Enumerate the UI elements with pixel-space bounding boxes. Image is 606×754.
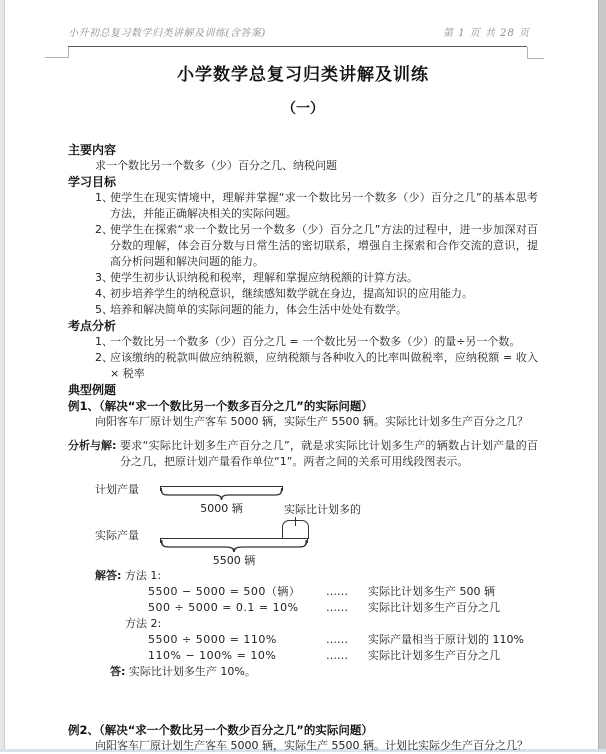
solution-row (68, 648, 538, 664)
example1-heading: 例1、（解决“求一个数比另一个数多百分之几”的实际问题） (68, 399, 373, 413)
item-number: 1、 (95, 335, 113, 348)
list-item (68, 334, 538, 350)
planned-value: 5000 辆 (200, 502, 243, 515)
item-number: 2、 (95, 223, 113, 236)
equation: 5500 ÷ 5000 = 110% (148, 633, 277, 646)
equation-note: 实际比计划多生产百分之几 (368, 649, 500, 662)
example1-analysis (68, 438, 538, 470)
item-number: 4、 (95, 287, 113, 300)
document-subtitle: （一） (282, 101, 324, 117)
item-text: 一个数比另一个数多（少）百分之几 = 一个数比另一个数多（少）的量÷另一个数。 (110, 335, 521, 348)
list-item (68, 270, 538, 286)
list-item (68, 190, 538, 222)
list-item (68, 302, 538, 318)
equation-note: 实际比计划多生产百分之几 (368, 601, 500, 614)
diagram-row1-label: 计划产量 (95, 483, 139, 496)
item-text: 培养和解决简单的实际问题的能力，体会生活中处处有数学。 (110, 303, 407, 316)
example2-heading: 例2、（解决“求一个数比另一个数少百分之几”的实际问题） (68, 723, 373, 737)
item-text: 应该缴纳的税款叫做应纳税额，应纳税额与各种收入的比率叫做税率，应纳税额 = 收入 × 税率 (110, 351, 538, 380)
answer-line (110, 664, 538, 680)
section-heading-analysis: 考点分析 (68, 319, 117, 333)
brace-under-planned (160, 488, 283, 501)
ellipsis-dots: …… (326, 585, 348, 598)
item-text: 使学生在现实情境中，理解并掌握“求一个数比另一个数多（少）百分之几”的基本思考方法，并能正确解决相关的实际问题。 (110, 191, 538, 220)
solution-label: 解答: (95, 569, 122, 582)
solution-row (68, 600, 538, 616)
solution-row (68, 632, 538, 648)
goals-list (68, 190, 538, 318)
solution-row (68, 584, 538, 600)
solution-header (95, 568, 538, 584)
method1-label: 方法 1: (124, 569, 162, 582)
item-text: 使学生初步认识纳税和税率，理解和掌握应纳税额的计算方法。 (110, 271, 418, 284)
list-item (68, 222, 538, 270)
equation: 110% − 100% = 10% (148, 649, 277, 662)
line-segment-diagram (68, 478, 538, 568)
main-content-text: 求一个数比另一个数多（少）百分之几、纳税问题 (95, 159, 337, 172)
item-number: 2、 (95, 351, 113, 364)
item-number: 3、 (95, 271, 113, 284)
document-body (68, 56, 538, 754)
diagram-row2-label: 实际产量 (95, 529, 139, 542)
ellipsis-dots: …… (326, 601, 348, 614)
item-text: 使学生在探索“求一个数比另一个数多（少）百分之几”方法的过程中，进一步加深对百分数的理解，体会百分数与日常生活的密切联系，增强自主探索和合作交流的意识，提高分析问题和解决问题的能力。 (110, 223, 538, 268)
window-right-edge (598, 0, 606, 752)
diagram-annotation: 实际比计划多的 (284, 503, 361, 516)
header-rule (68, 46, 527, 47)
actual-value: 5500 辆 (212, 554, 256, 567)
method2-label: 方法 2: (125, 617, 162, 630)
item-text: 初步培养学生的纳税意识，继续感知数学就在身边，提高知识的应用能力。 (110, 287, 473, 300)
example1-problem: 向阳客车厂原计划生产客车 5000 辆，实际生产 5500 辆。实际比计划多生产百分之几？ (95, 415, 528, 428)
analysis-list (68, 334, 538, 382)
section-heading-goals: 学习目标 (68, 175, 117, 189)
page-header-title: 小升初总复习数学归类讲解及训练(含答案) (68, 28, 266, 39)
analysis-text: 要求“实际比计划多生产百分之几”，就是求实际比计划多生产的辆数占计划产量的百分之几，把原计划产量看作单位“1”。两者之间的关系可用线段图表示。 (120, 439, 538, 468)
window-left-edge (0, 0, 5, 752)
answer-label: 答: (110, 665, 126, 678)
example2-problem: 向阳客车厂原计划生产客车 5000 辆，实际生产 5500 辆。计划比实际少生产百分之几？ (95, 739, 528, 752)
ellipsis-dots: …… (326, 649, 348, 662)
list-item (68, 286, 538, 302)
extra-amount-brace (282, 520, 309, 539)
page-number: 第 1 页 共 28 页 (443, 28, 530, 39)
ellipsis-dots: …… (326, 633, 348, 646)
answer-text: 实际比计划多生产 10%。 (128, 665, 256, 678)
item-number: 1、 (95, 191, 113, 204)
header-corner-mark-left (45, 47, 69, 58)
item-number: 5、 (95, 303, 113, 316)
analysis-label: 分析与解: (68, 439, 117, 452)
equation-note: 实际比计划多生产 500 辆 (368, 585, 495, 598)
equation: 500 ÷ 5000 = 0.1 = 10% (148, 601, 299, 614)
equation: 5500 − 5000 = 500（辆） (148, 585, 301, 598)
section-heading-main-content: 主要内容 (68, 143, 117, 157)
equation-note: 实际产量相当于原计划的 110% (368, 633, 524, 646)
list-item (68, 350, 538, 382)
brace-under-actual (160, 540, 308, 553)
section-heading-examples: 典型例题 (68, 383, 117, 397)
document-title: 小学数学总复习归类讲解及训练 (177, 65, 429, 85)
